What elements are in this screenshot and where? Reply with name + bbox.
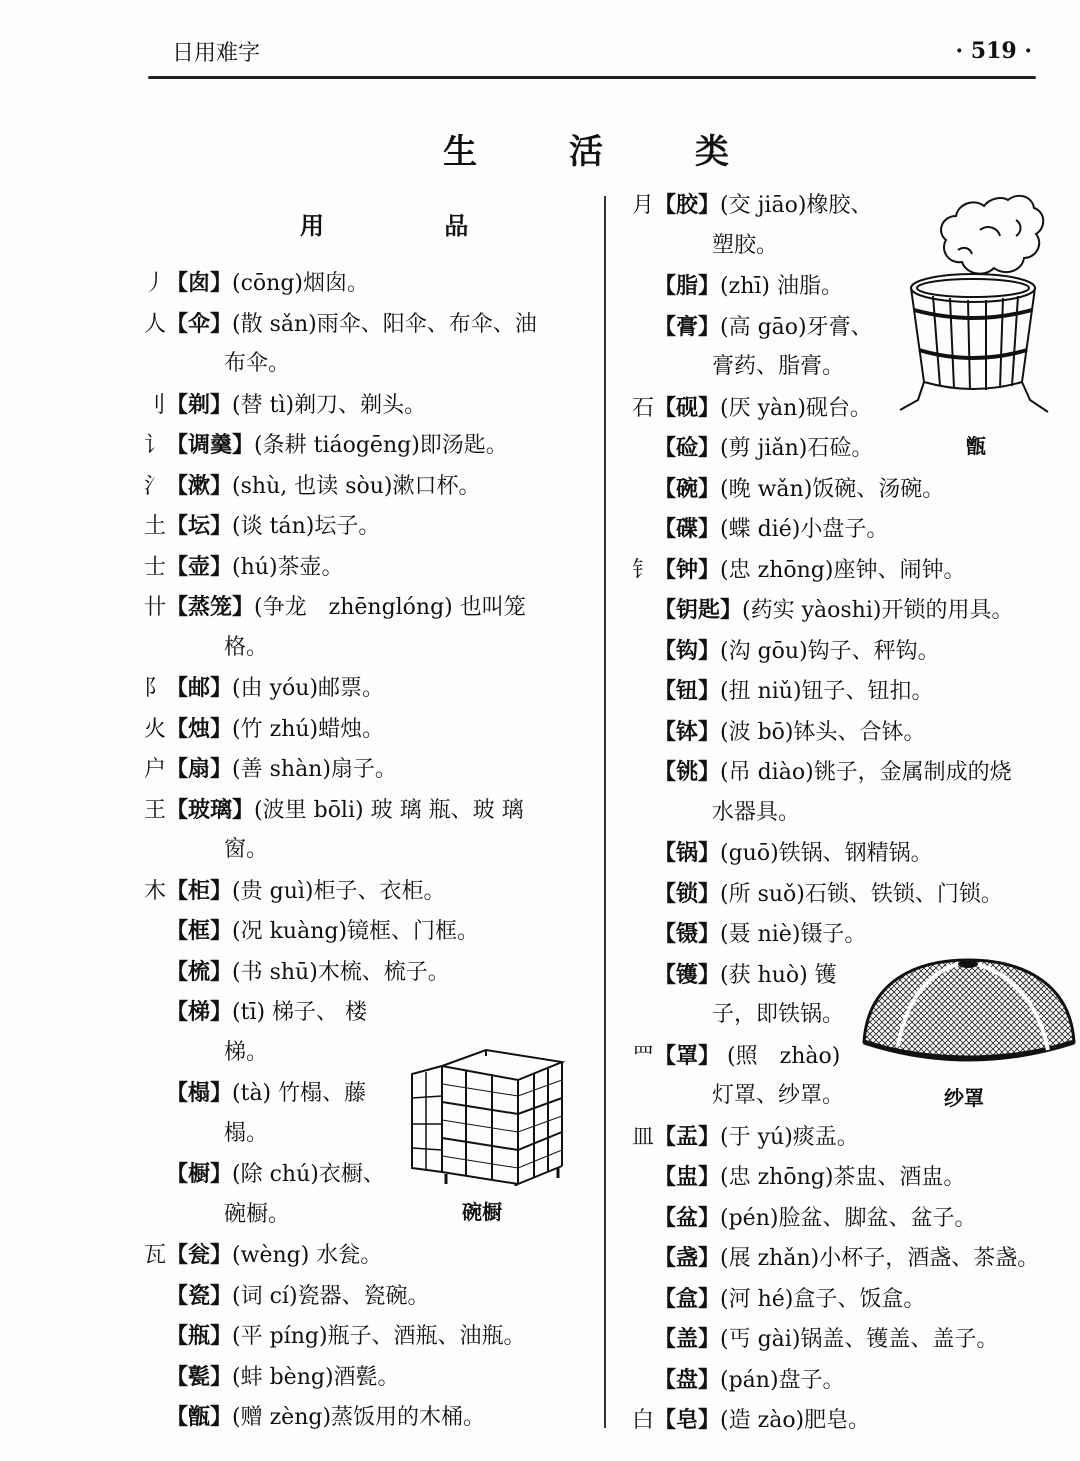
food-cover-illustration-icon: [858, 950, 1080, 1080]
left-entry-9: 格。: [224, 635, 269, 660]
right-entry-9: 钅【钟】(忠 zhōng)座钟、闹钟。: [632, 557, 966, 583]
right-entry-20: 子，即铁锅。: [712, 1002, 845, 1027]
left-entry-28: 【甑】(赠 zèng)蒸饭用的木桶。: [166, 1404, 486, 1430]
left-entry-14: 窗。: [224, 837, 269, 862]
left-entry-26: 【瓶】(平 píng)瓶子、酒瓶、油瓶。: [166, 1323, 526, 1349]
right-entry-12: 【钮】(扭 niǔ)钮子、钮扣。: [654, 678, 934, 704]
right-entry-13: 【钵】(波 bō)钵头、合钵。: [654, 719, 926, 745]
right-entry-6: 【硷】(剪 jiǎn)石硷。: [654, 435, 874, 461]
left-entry-7: 士【壶】(hú)茶壶。: [144, 554, 344, 580]
food-cover-caption: 纱罩: [944, 1086, 984, 1110]
right-entry-21: 罒【罩】 (照 zhào): [632, 1043, 841, 1069]
left-entry-16: 【框】(况 kuàng)镜框、门框。: [166, 918, 480, 944]
right-entry-8: 【碟】(蝶 dié)小盘子。: [654, 516, 889, 542]
left-entry-18: 【梯】(tī) 梯子、 楼: [166, 999, 368, 1025]
right-entry-22: 灯罩、纱罩。: [712, 1083, 845, 1108]
right-entry-0: 月【胶】(交 jiāo)橡胶、: [632, 192, 873, 218]
column-divider: [604, 196, 606, 1428]
header-rule: [148, 76, 1036, 79]
page-number: · 519 ·: [955, 38, 1032, 64]
right-entry-7: 【碗】(晚 wǎn)饭碗、汤碗。: [654, 476, 945, 502]
left-entry-10: 阝【邮】(由 yóu)邮票。: [144, 675, 385, 701]
page-title: 生 活 类: [443, 132, 769, 172]
left-entry-0: 丿【囱】(cōng)烟囱。: [144, 270, 370, 296]
right-entry-16: 【锅】(guō)铁锅、钢精锅。: [654, 840, 933, 866]
right-entry-26: 【盏】(展 zhǎn)小杯子，酒盏、茶盏。: [654, 1245, 1040, 1271]
left-entry-12: 户【扇】(善 shàn)扇子。: [144, 756, 397, 782]
left-entry-1: 人【伞】(散 sǎn)雨伞、阳伞、布伞、油: [144, 311, 537, 337]
cupboard-caption: 碗橱: [462, 1200, 502, 1224]
right-entry-27: 【盒】(河 hé)盒子、饭盒。: [654, 1286, 926, 1312]
left-entry-11: 火【烛】(竹 zhú)蜡烛。: [144, 716, 385, 742]
right-entry-19: 【镬】(获 huò) 镬: [654, 962, 837, 988]
steamer-bucket-illustration-icon: [898, 190, 1068, 430]
right-entry-4: 膏药、脂膏。: [712, 354, 845, 379]
right-entry-10: 【钥匙】(药实 yàoshi)开锁的用具。: [654, 597, 1014, 623]
right-entry-15: 水器具。: [712, 800, 801, 825]
right-entry-11: 【钩】(沟 gōu)钩子、秤钩。: [654, 638, 940, 664]
left-entry-4: 讠【调羹】(条耕 tiáogēng)即汤匙。: [144, 432, 508, 458]
right-entry-23: 皿【盂】(于 yú)痰盂。: [632, 1124, 859, 1150]
left-entry-15: 木【柜】(贵 guì)柜子、衣柜。: [144, 878, 446, 904]
left-entry-6: 土【坛】(谈 tán)坛子。: [144, 513, 381, 539]
header-left: 日用难字: [172, 41, 261, 66]
left-entry-2: 布伞。: [224, 351, 291, 376]
right-entry-2: 【脂】(zhī) 油脂。: [654, 273, 843, 299]
left-entry-5: 氵【漱】(shù, 也读 sòu)漱口杯。: [144, 473, 481, 499]
left-entry-19: 梯。: [224, 1040, 269, 1065]
left-entry-20: 【榻】(tà) 竹榻、藤: [166, 1080, 367, 1106]
right-entry-28: 【盖】(丐 gài)锅盖、镬盖、盖子。: [654, 1326, 999, 1352]
section-title: 用 品: [300, 211, 525, 240]
left-entry-3: 刂【剃】(替 tì)剃刀、剃头。: [144, 392, 427, 418]
right-entry-14: 【铫】(吊 diào)铫子，金属制成的烧: [654, 759, 1012, 785]
left-entry-23: 碗橱。: [224, 1202, 291, 1227]
cupboard-illustration-icon: [406, 1046, 568, 1186]
left-entry-17: 【梳】(书 shū)木梳、梳子。: [166, 959, 450, 985]
left-entry-8: 卄【蒸笼】(争龙 zhēnglóng) 也叫笼: [144, 594, 526, 620]
left-entry-27: 【甏】(蚌 bèng)酒甏。: [166, 1364, 400, 1390]
right-entry-5: 石【砚】(厌 yàn)砚台。: [632, 395, 872, 421]
right-entry-17: 【锁】(所 suǒ)石锁、铁锁、门锁。: [654, 881, 1003, 907]
right-entry-24: 【盅】(忠 zhōng)茶盅、酒盅。: [654, 1164, 966, 1190]
right-entry-18: 【镊】(聂 niè)镊子。: [654, 921, 867, 947]
left-entry-25: 【瓷】(词 cí)瓷器、瓷碗。: [166, 1283, 430, 1309]
right-entry-29: 【盘】(pán)盘子。: [654, 1367, 845, 1393]
right-entry-30: 白【皂】(造 zào)肥皂。: [632, 1407, 871, 1433]
steamer-caption: 甑: [966, 434, 986, 458]
right-entry-3: 【膏】(高 gāo)牙膏、: [654, 314, 873, 340]
left-entry-13: 王【玻璃】(波里 bōli) 玻 璃 瓶、玻 璃: [144, 797, 524, 823]
left-entry-22: 【橱】(除 chú)衣橱、: [166, 1161, 385, 1187]
right-entry-25: 【盆】(pén)脸盆、脚盆、盆子。: [654, 1205, 977, 1231]
left-entry-24: 瓦【瓮】(wèng) 水瓮。: [144, 1242, 383, 1268]
right-entry-1: 塑胶。: [712, 233, 779, 258]
left-entry-21: 榻。: [224, 1121, 269, 1146]
